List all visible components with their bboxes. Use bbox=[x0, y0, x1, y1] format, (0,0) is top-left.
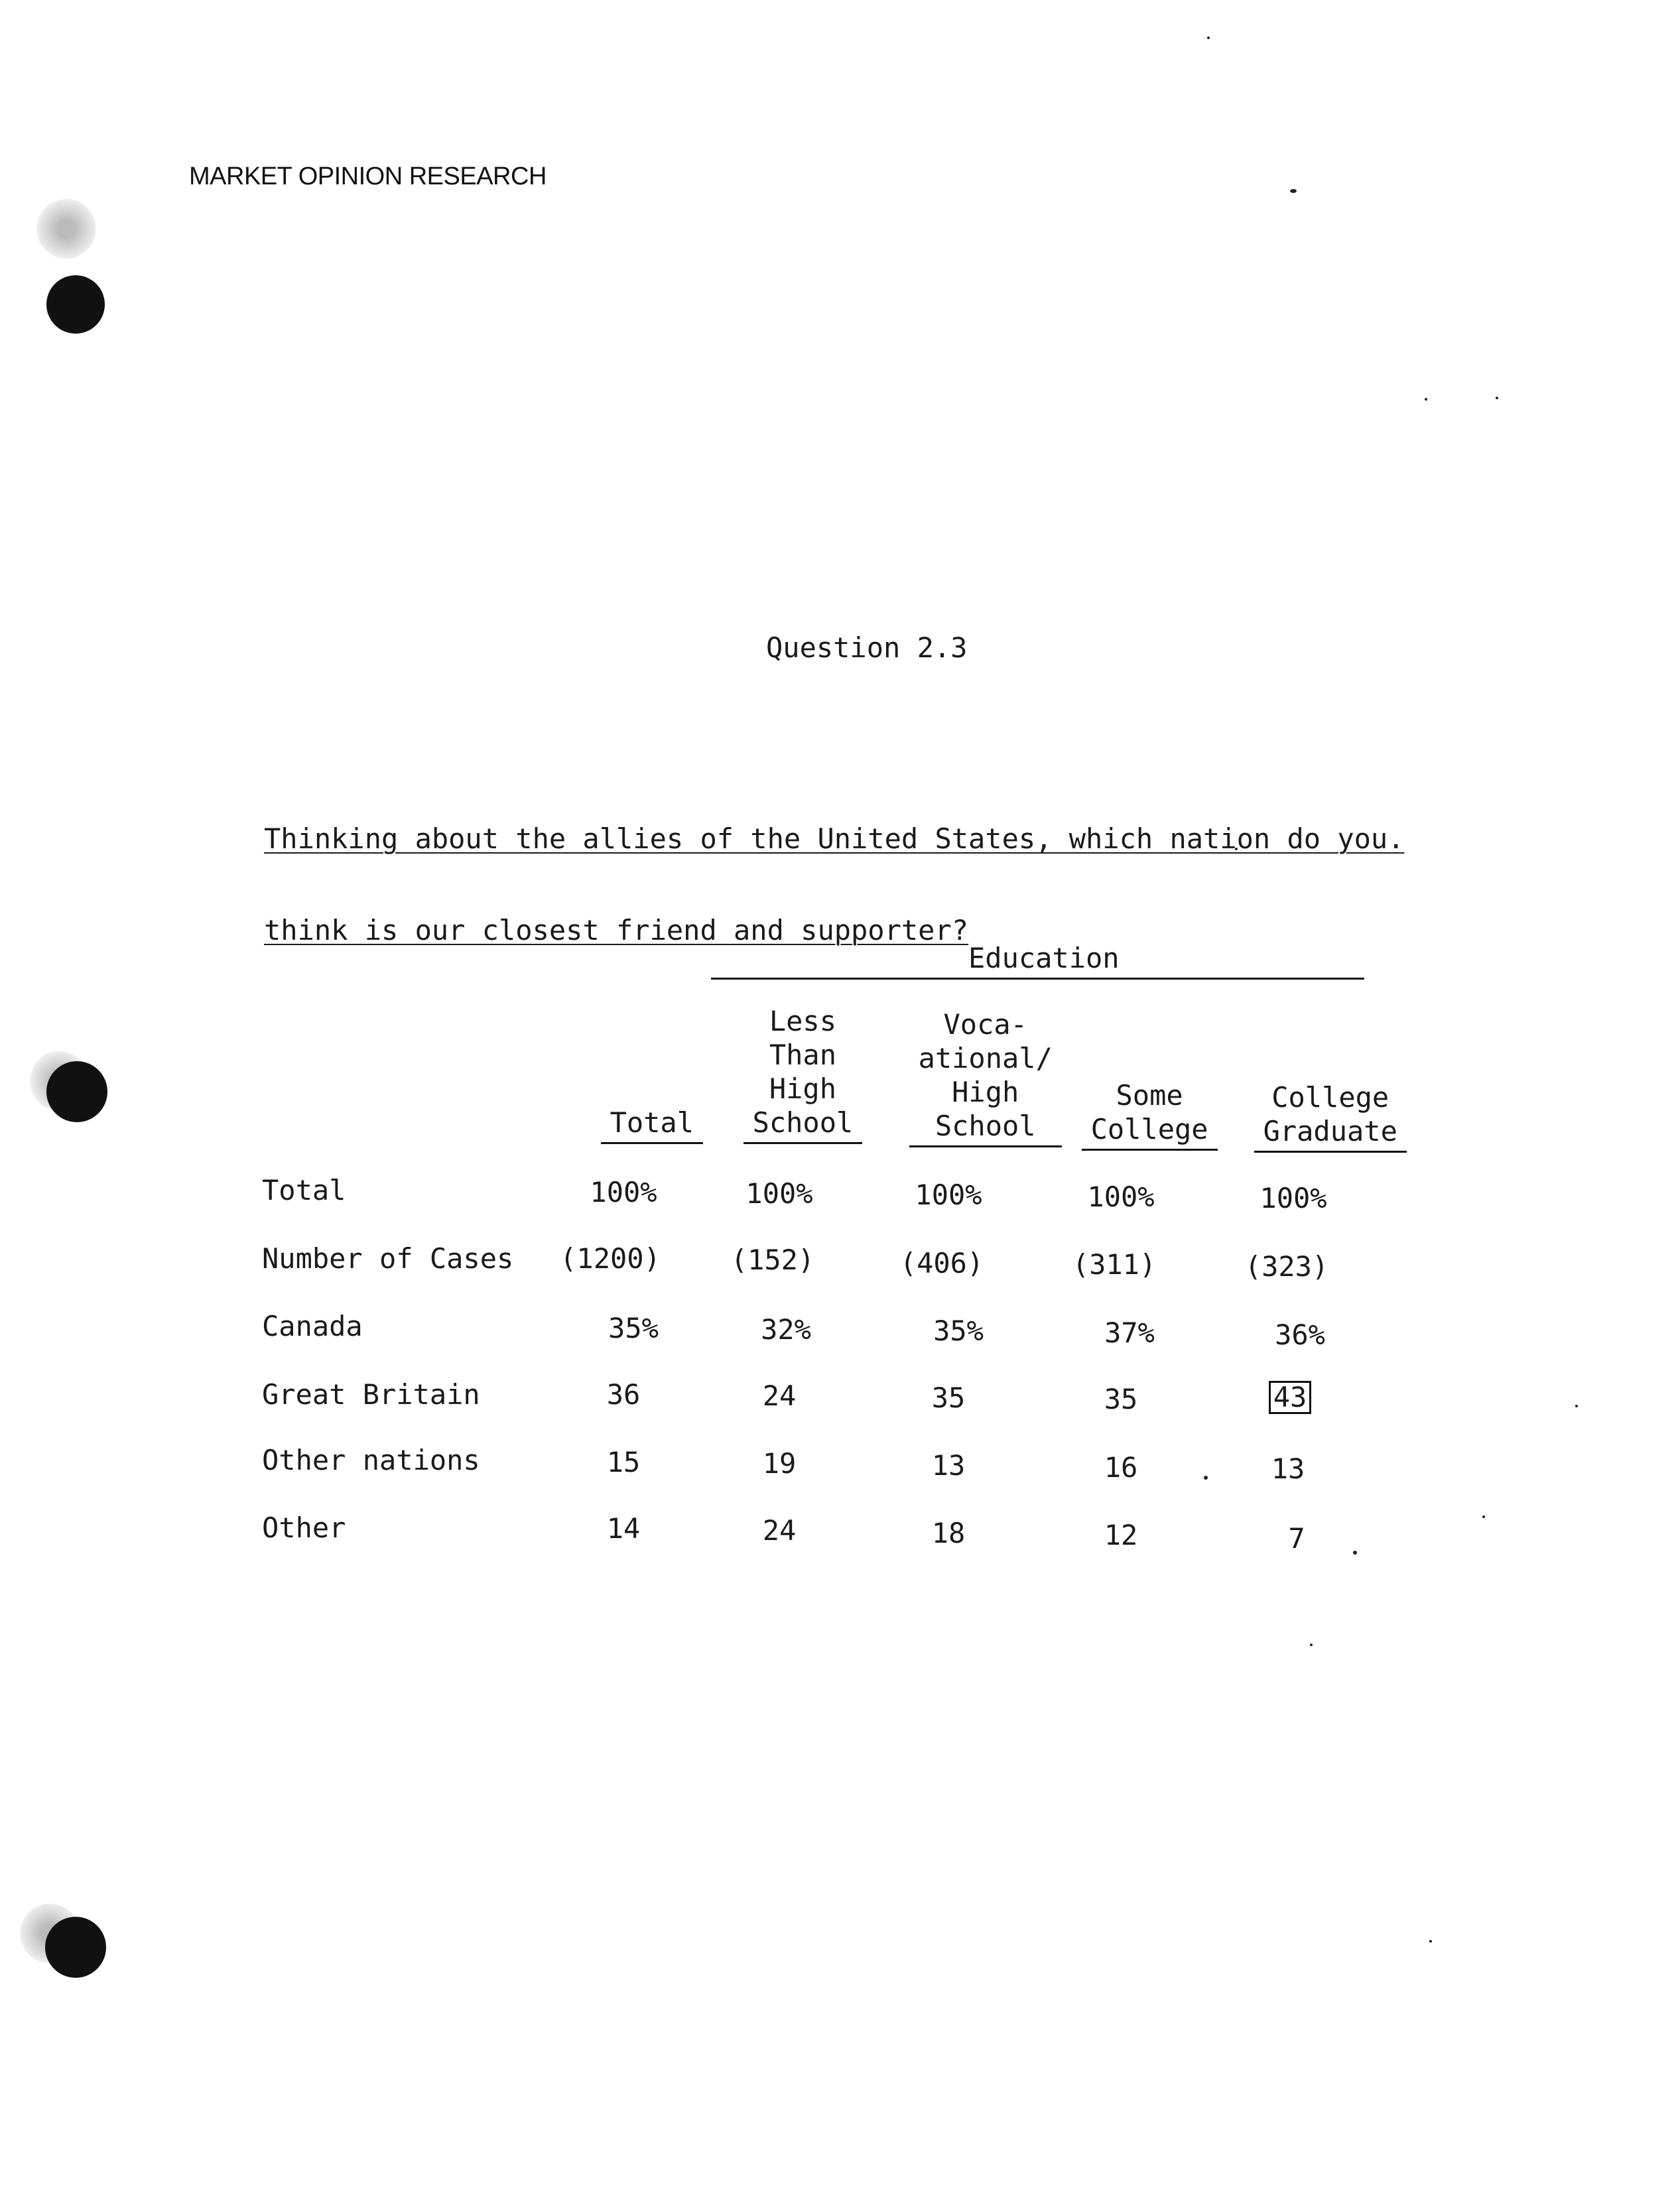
table-cell: 13 bbox=[931, 1449, 966, 1482]
table-cell: 100% bbox=[1260, 1182, 1327, 1214]
row-label-canada: Canada bbox=[262, 1310, 363, 1342]
table-cell: 7 bbox=[1288, 1522, 1305, 1555]
table-cell: 100% bbox=[590, 1176, 657, 1208]
table-cell: 35 bbox=[931, 1382, 966, 1414]
table-cell: 24 bbox=[762, 1380, 797, 1412]
question-text bbox=[264, 763, 1484, 976]
table-cell: 35 bbox=[1104, 1383, 1138, 1415]
table-cell: 36 bbox=[606, 1378, 641, 1411]
table-cell: 36% bbox=[1275, 1319, 1325, 1351]
punch-hole-bottom bbox=[45, 1917, 106, 1978]
table-cell: 35% bbox=[608, 1312, 659, 1344]
scan-speck bbox=[1429, 1940, 1432, 1943]
table-cell: 15 bbox=[606, 1446, 641, 1478]
scan-speck bbox=[1482, 1516, 1485, 1518]
question-title: Question 2.3 bbox=[766, 631, 968, 664]
table-cell: (406) bbox=[899, 1247, 984, 1279]
table-cell: 13 bbox=[1271, 1452, 1305, 1485]
table-cell: 32% bbox=[761, 1313, 811, 1346]
table-cell: (323) bbox=[1244, 1250, 1329, 1283]
table-cell: 19 bbox=[762, 1447, 797, 1480]
scan-speck bbox=[1290, 189, 1297, 193]
highlight-box: 43 bbox=[1269, 1381, 1312, 1414]
organization-header: MARKET OPINION RESEARCH bbox=[189, 162, 547, 190]
education-group-label: Education bbox=[968, 942, 1120, 974]
question-text-line-1: Thinking about the allies of the United States, which nation do you. bbox=[264, 822, 1405, 855]
table-cell: 37% bbox=[1104, 1317, 1155, 1349]
row-label-number-of-cases: Number of Cases bbox=[262, 1242, 514, 1275]
table-cell: (1200) bbox=[560, 1242, 661, 1275]
row-label-great-britain: Great Britain bbox=[262, 1378, 480, 1411]
table-cell: 18 bbox=[931, 1517, 966, 1549]
column-header-total-label: Total bbox=[601, 1106, 703, 1144]
column-header-less-than-high-school bbox=[710, 970, 854, 1144]
table-cell: 100% bbox=[1087, 1181, 1155, 1213]
scan-speck bbox=[1575, 1405, 1578, 1407]
table-cell: 100% bbox=[915, 1179, 982, 1211]
column-header-college-graduate-label: College Graduate bbox=[1254, 1080, 1407, 1153]
column-header-vocational-high-school bbox=[875, 974, 1053, 1147]
table-cell: (311) bbox=[1072, 1248, 1157, 1281]
scan-speck bbox=[1310, 1644, 1313, 1646]
table-cell: (152) bbox=[730, 1244, 815, 1276]
scan-speck bbox=[1204, 1476, 1208, 1480]
question-text-line-2: think is our closest friend and supporter? bbox=[264, 914, 969, 946]
table-cell: 100% bbox=[745, 1177, 813, 1210]
scan-speck bbox=[1425, 398, 1427, 401]
column-header-college-graduate bbox=[1220, 1047, 1397, 1153]
column-header-total bbox=[567, 1072, 700, 1144]
punch-hole-middle bbox=[46, 1061, 107, 1122]
table-cell: 35% bbox=[933, 1315, 984, 1347]
punch-hole-ghost-top bbox=[36, 199, 96, 259]
scan-speck bbox=[1496, 397, 1498, 399]
row-label-other-nations: Other nations bbox=[262, 1444, 480, 1476]
row-label-total: Total bbox=[262, 1174, 346, 1206]
column-header-less-than-high-school-label: Less Than High School bbox=[743, 1004, 863, 1144]
scan-speck bbox=[1207, 36, 1210, 39]
column-header-some-college bbox=[1048, 1045, 1208, 1151]
column-header-some-college-label: Some College bbox=[1082, 1078, 1218, 1151]
row-label-other: Other bbox=[262, 1512, 346, 1544]
table-cell-highlighted bbox=[1224, 1381, 1356, 1414]
table-cell: 16 bbox=[1104, 1451, 1138, 1484]
column-header-vocational-high-school-label: Voca- ational/ High School bbox=[909, 1007, 1062, 1147]
table-cell: 12 bbox=[1104, 1519, 1138, 1551]
punch-hole-top bbox=[46, 275, 105, 334]
table-cell: 14 bbox=[606, 1512, 641, 1545]
table-cell: 24 bbox=[762, 1514, 797, 1547]
